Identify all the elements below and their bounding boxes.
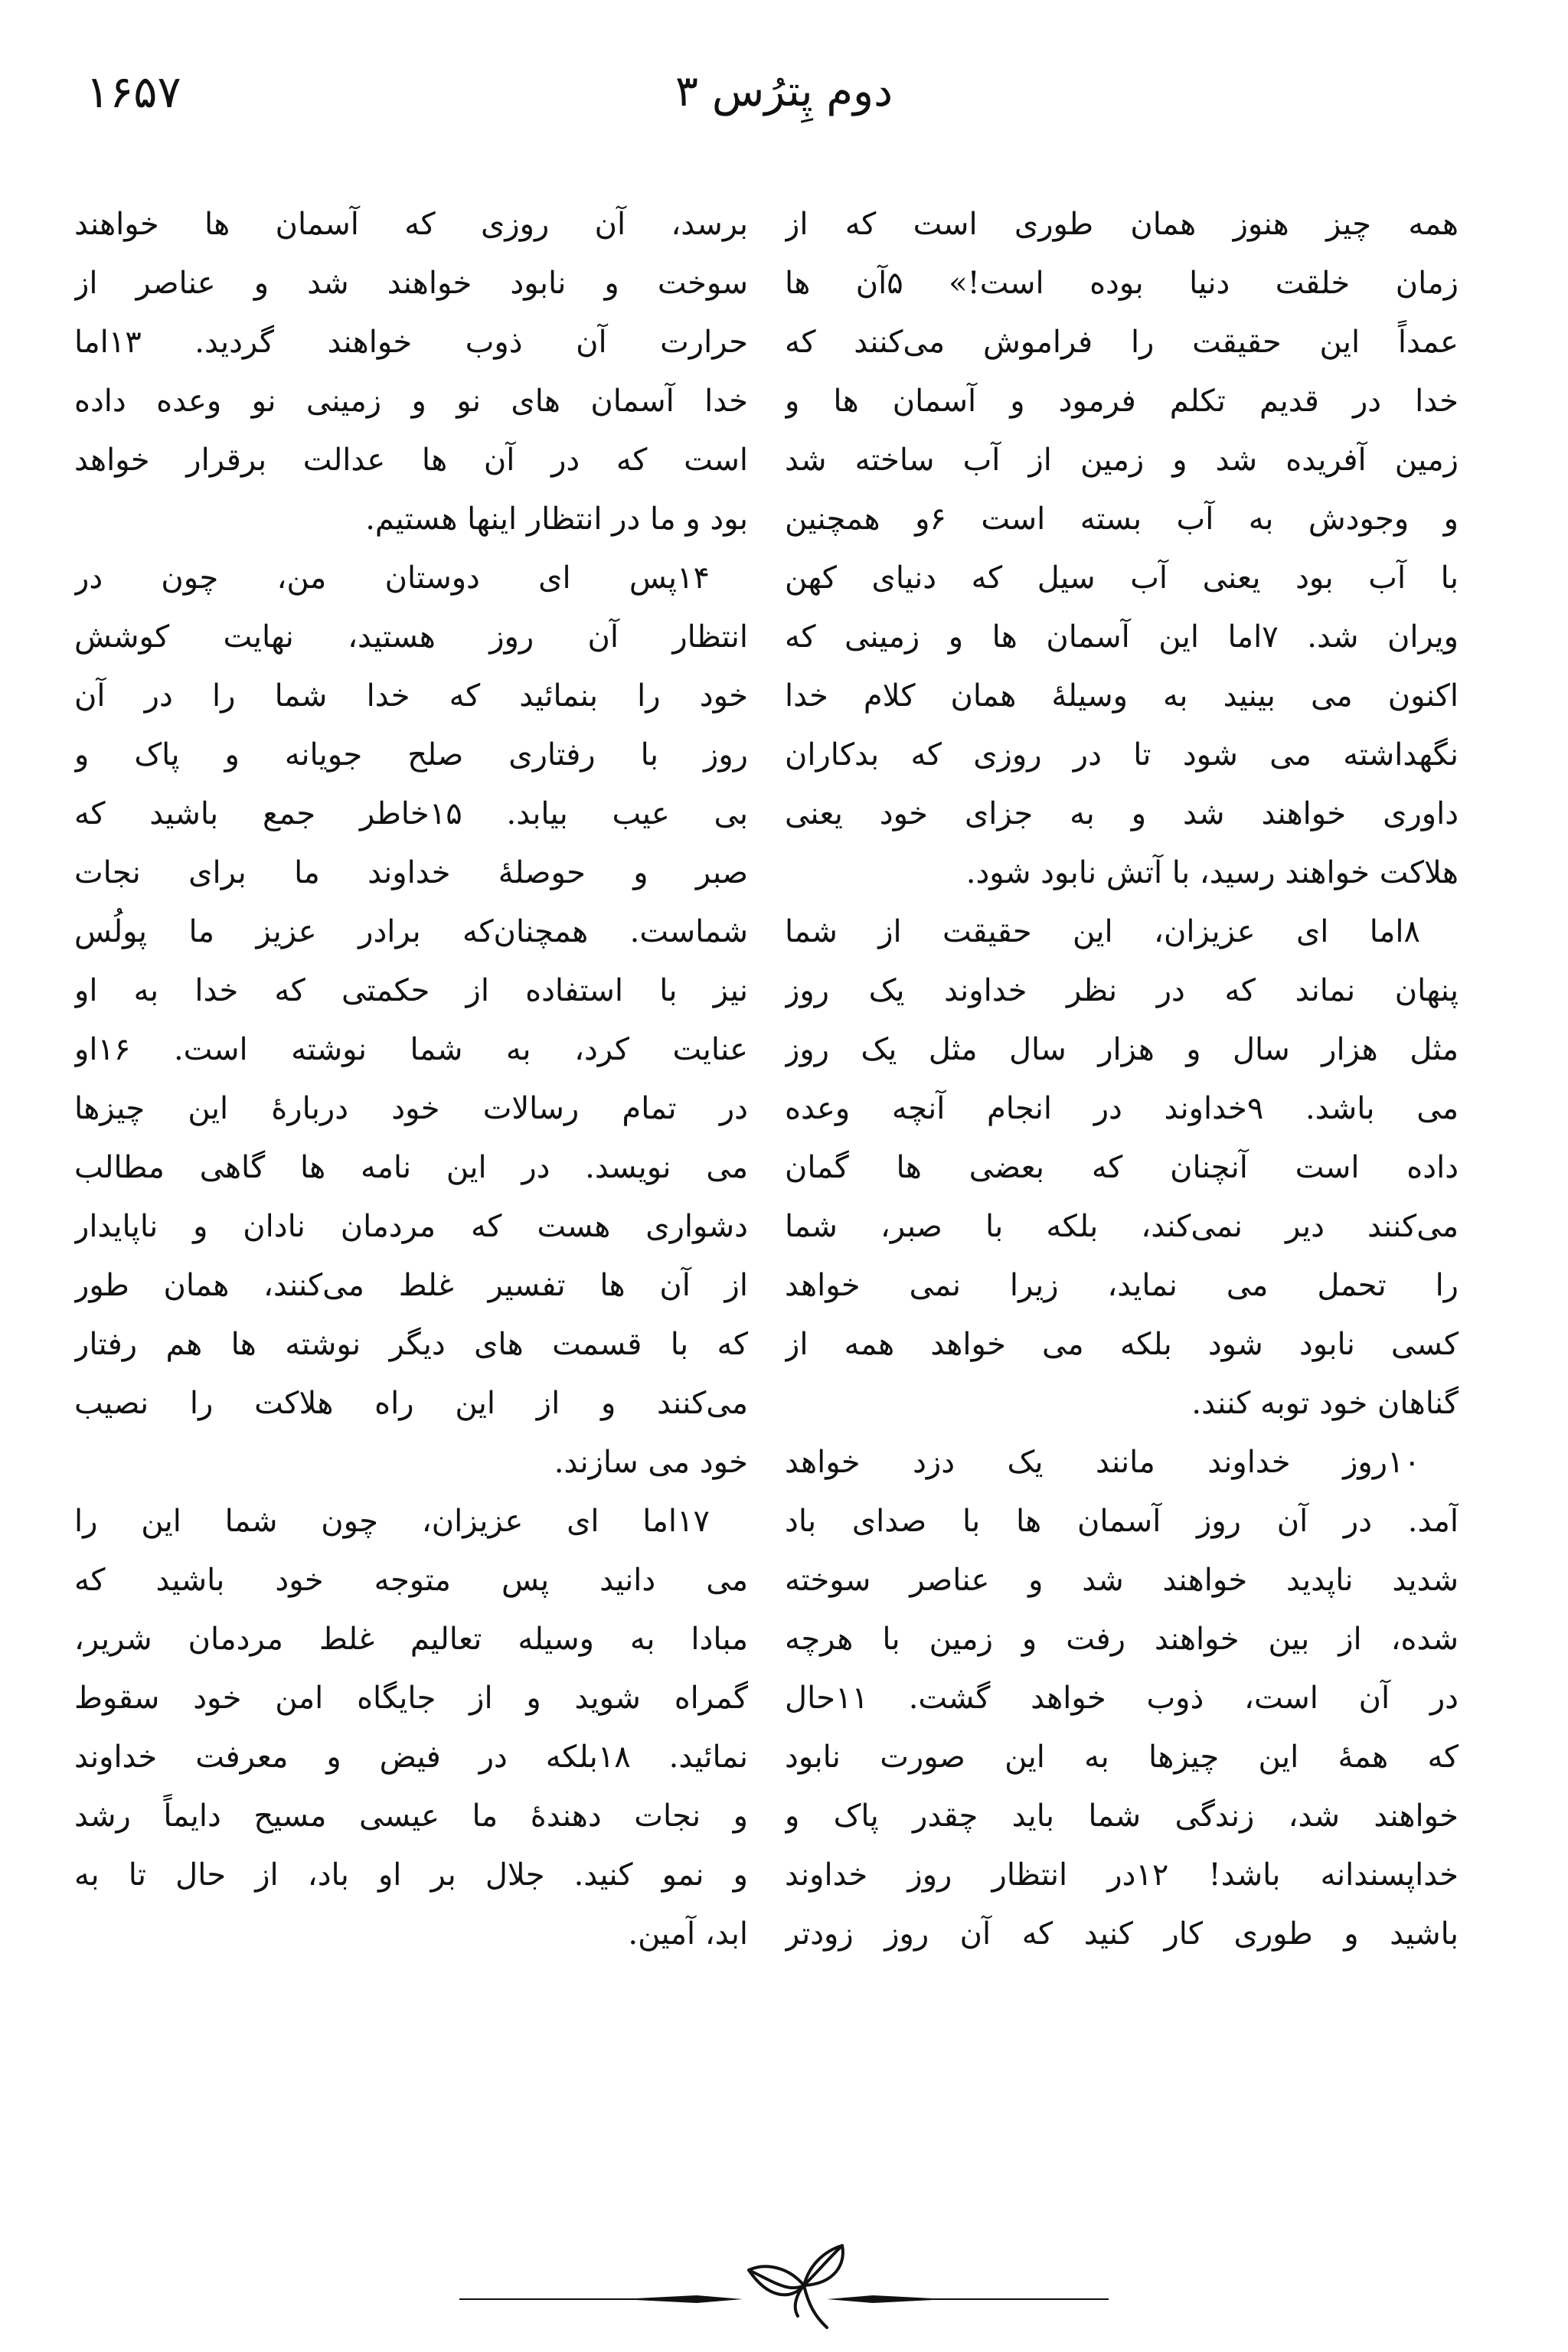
text-line: است که در آن ها عدالت برقرار خواهد bbox=[74, 443, 748, 478]
text-line: می‌کنند و از این راه هلاکت را نصیب bbox=[74, 1386, 748, 1421]
text-line: داده است آنچنان که بعضی ها گمان bbox=[785, 1150, 1459, 1185]
text-line: بود و ما در انتظار اینها هستیم. bbox=[365, 501, 748, 537]
left-column bbox=[74, 195, 748, 2171]
text-line: که با قسمت های دیگر نوشته ها هم رفتار bbox=[74, 1327, 748, 1362]
text-line: گمراه شوید و از جایگاه امن خود سقوط bbox=[74, 1681, 748, 1716]
text-line: می باشد. ۹خداوند در انجام آنچه وعده bbox=[785, 1091, 1459, 1126]
text-line: شده، از بین خواهند رفت و زمین با هرچه bbox=[785, 1622, 1459, 1657]
text-line: را تحمل می نماید، زیرا نمی خواهد bbox=[785, 1268, 1459, 1303]
text-line: مثل هزار سال و هزار سال مثل یک روز bbox=[785, 1032, 1459, 1067]
text-line: حرارت آن ذوب خواهند گردید. ۱۳اما bbox=[74, 325, 748, 360]
text-line: عمداً این حقیقت را فراموش می‌کنند که bbox=[785, 325, 1459, 360]
text-line: ویران شد. ۷اما این آسمان ها و زمینی که bbox=[785, 619, 1459, 655]
text-line: خدا آسمان های نو و زمینی نو وعده داده bbox=[74, 384, 748, 419]
text-line: و وجودش به آب بسته است ۶و همچنین bbox=[785, 501, 1459, 537]
text-line: نمائید. ۱۸بلکه در فیض و معرفت خداوند bbox=[74, 1740, 748, 1775]
text-line: سوخت و نابود خواهند شد و عناصر از bbox=[74, 266, 748, 301]
text-line: ۱۷اما ای عزیزان، چون شما این را bbox=[74, 1504, 710, 1539]
text-line: خود را بنمائید که خدا شما را در آن bbox=[74, 678, 748, 714]
text-line: داوری خواهند شد و به جزای خود یعنی bbox=[785, 796, 1459, 831]
text-line: می دانید پس متوجه خود باشید که bbox=[74, 1563, 748, 1598]
text-line: گناهان خود توبه کنند. bbox=[1191, 1386, 1459, 1421]
text-line: صبر و حوصلهٔ خداوند ما برای نجات bbox=[74, 855, 748, 890]
text-line: می نویسد. در این نامه ها گاهی مطالب bbox=[74, 1150, 748, 1185]
text-line: مبادا به وسیله تعالیم غلط مردمان شریر، bbox=[74, 1622, 748, 1657]
text-line: نگهداشته می شود تا در روزی که بدکاران bbox=[785, 737, 1459, 773]
text-line: شماست. همچنان‌که برادر عزیز ما پولُس bbox=[74, 914, 748, 949]
text-line: ۱۴پس ای دوستان من، چون در bbox=[74, 560, 710, 596]
text-line: عنایت کرد، به شما نوشته است. ۱۶او bbox=[74, 1032, 748, 1067]
text-line: همه چیز هنوز همان طوری است که از bbox=[785, 207, 1459, 242]
text-line: خود می سازند. bbox=[554, 1445, 748, 1480]
right-column bbox=[785, 195, 1459, 2171]
page-number: ۱۶۵۷ bbox=[86, 66, 181, 118]
text-line: نیز با استفاده از حکمتی که خدا به او bbox=[74, 973, 748, 1008]
text-line: ۸اما ای عزیزان، این حقیقت از شما bbox=[785, 914, 1420, 949]
text-line: دشواری هست که مردمان نادان و ناپایدار bbox=[74, 1209, 748, 1244]
page-header bbox=[0, 54, 1568, 130]
text-line: زمین آفریده شد و زمین از آب ساخته شد bbox=[785, 443, 1459, 478]
text-line: ابد، آمین. bbox=[628, 1916, 748, 1952]
text-line: باشید و طوری کار کنید که آن روز زودتر bbox=[785, 1916, 1459, 1952]
text-line: کسی نابود شود بلکه می خواهد همه از bbox=[785, 1327, 1459, 1362]
text-line: شدید ناپدید خواهند شد و عناصر سوخته bbox=[785, 1563, 1459, 1598]
text-line: آمد. در آن روز آسمان ها با صدای باد bbox=[785, 1504, 1459, 1539]
text-line: خواهند شد، زندگی شما باید چقدر پاک و bbox=[785, 1798, 1459, 1834]
text-line: پنهان نماند که در نظر خداوند یک روز bbox=[785, 973, 1459, 1008]
text-line: زمان خلقت دنیا بوده است!» ۵آن ها bbox=[785, 266, 1459, 301]
text-line: بی عیب بیابد. ۱۵خاطر جمع باشید که bbox=[74, 796, 748, 831]
leaf-ornament-icon bbox=[444, 2239, 1124, 2339]
text-line: و نمو کنید. جلال بر او باد، از حال تا به bbox=[74, 1857, 748, 1893]
text-line: انتظار آن روز هستید، نهایت کوشش bbox=[74, 619, 748, 655]
text-line: که همهٔ این چیزها به این صورت نابود bbox=[785, 1740, 1459, 1775]
text-line: خداپسندانه باشد! ۱۲در انتظار روز خداوند bbox=[785, 1857, 1459, 1893]
text-line: روز با رفتاری صلح جویانه و پاک و bbox=[74, 737, 748, 773]
text-line: اکنون می بینید به وسیلهٔ همان کلام خدا bbox=[785, 678, 1459, 714]
text-line: برسد، آن روزی که آسمان ها خواهند bbox=[74, 207, 748, 242]
running-title: دوم پِترُس ۳ bbox=[675, 67, 893, 116]
text-line: خدا در قدیم تکلم فرمود و آسمان ها و bbox=[785, 384, 1459, 419]
text-line: در آن است، ذوب خواهد گشت. ۱۱حال bbox=[785, 1681, 1459, 1716]
text-line: در تمام رسالات خود دربارهٔ این چیزها bbox=[74, 1091, 748, 1126]
text-line: هلاکت خواهند رسید، با آتش نابود شود. bbox=[965, 855, 1459, 890]
text-line: می‌کنند دیر نمی‌کند، بلکه با صبر، شما bbox=[785, 1209, 1459, 1244]
text-line: از آن ها تفسیر غلط می‌کنند، همان طور bbox=[74, 1268, 748, 1303]
text-line: با آب بود یعنی آب سیل که دنیای کهن bbox=[785, 560, 1459, 596]
text-line: ۱۰روز خداوند مانند یک دزد خواهد bbox=[785, 1445, 1420, 1480]
text-line: و نجات دهندهٔ ما عیسی مسیح دایماً رشد bbox=[74, 1798, 748, 1834]
